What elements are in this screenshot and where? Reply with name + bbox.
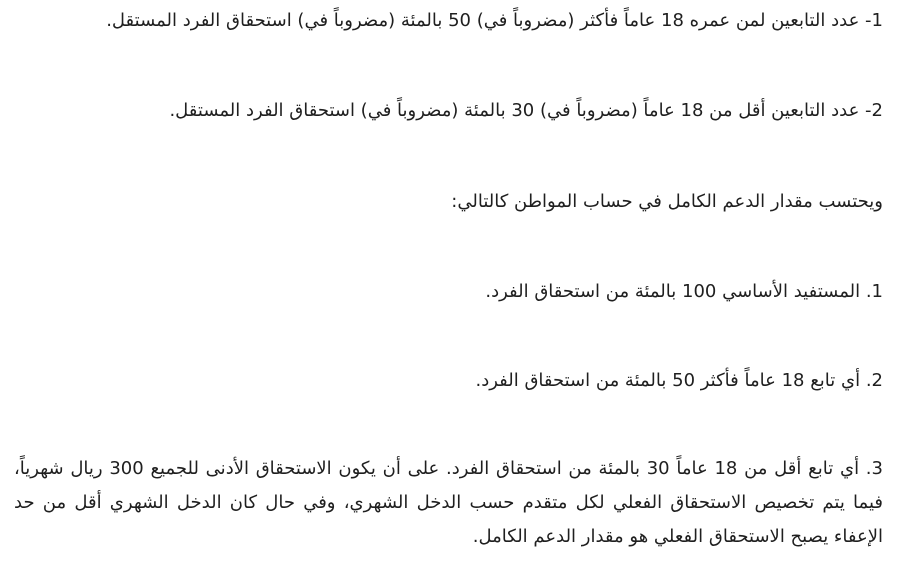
list-item-adult-dependent: 2. أي تابع 18 عاماً فأكثر 50 بالمئة من استحقاق الفرد. xyxy=(475,370,883,391)
paragraph-full-support-intro: ويحتسب مقدار الدعم الكامل في حساب المواطن كالتالي: xyxy=(451,191,883,212)
list-item-primary-beneficiary: 1. المستفيد الأساسي 100 بالمئة من استحقاق الفرد. xyxy=(485,281,883,302)
paragraph-minor-dependents-rule: 2- عدد التابعين أقل من 18 عاماً (مضروباً في) 30 بالمئة (مضروباً في) استحقاق الفرد المستقل. xyxy=(169,100,883,121)
list-item-minor-dependent: 3. أي تابع أقل من 18 عاماً 30 بالمئة من استحقاق الفرد. على أن يكون الاستحقاق الأدنى للجميع 300 ريال شهرياً، فيما يتم تخصيص الاستحقاق الفعلي لكل متقدم حسب الدخل الشهري، وفي حال كان الدخل الشهري أقل من حد الإعفاء يصبح الاستحقاق الفعلي هو مقدار الدعم الكامل. xyxy=(14,458,883,547)
paragraph-adult-dependents-rule: 1- عدد التابعين لمن عمره 18 عاماً فأكثر (مضروباً في) 50 بالمئة (مضروباً في) استحقاق الفرد المستقل. xyxy=(106,10,883,31)
